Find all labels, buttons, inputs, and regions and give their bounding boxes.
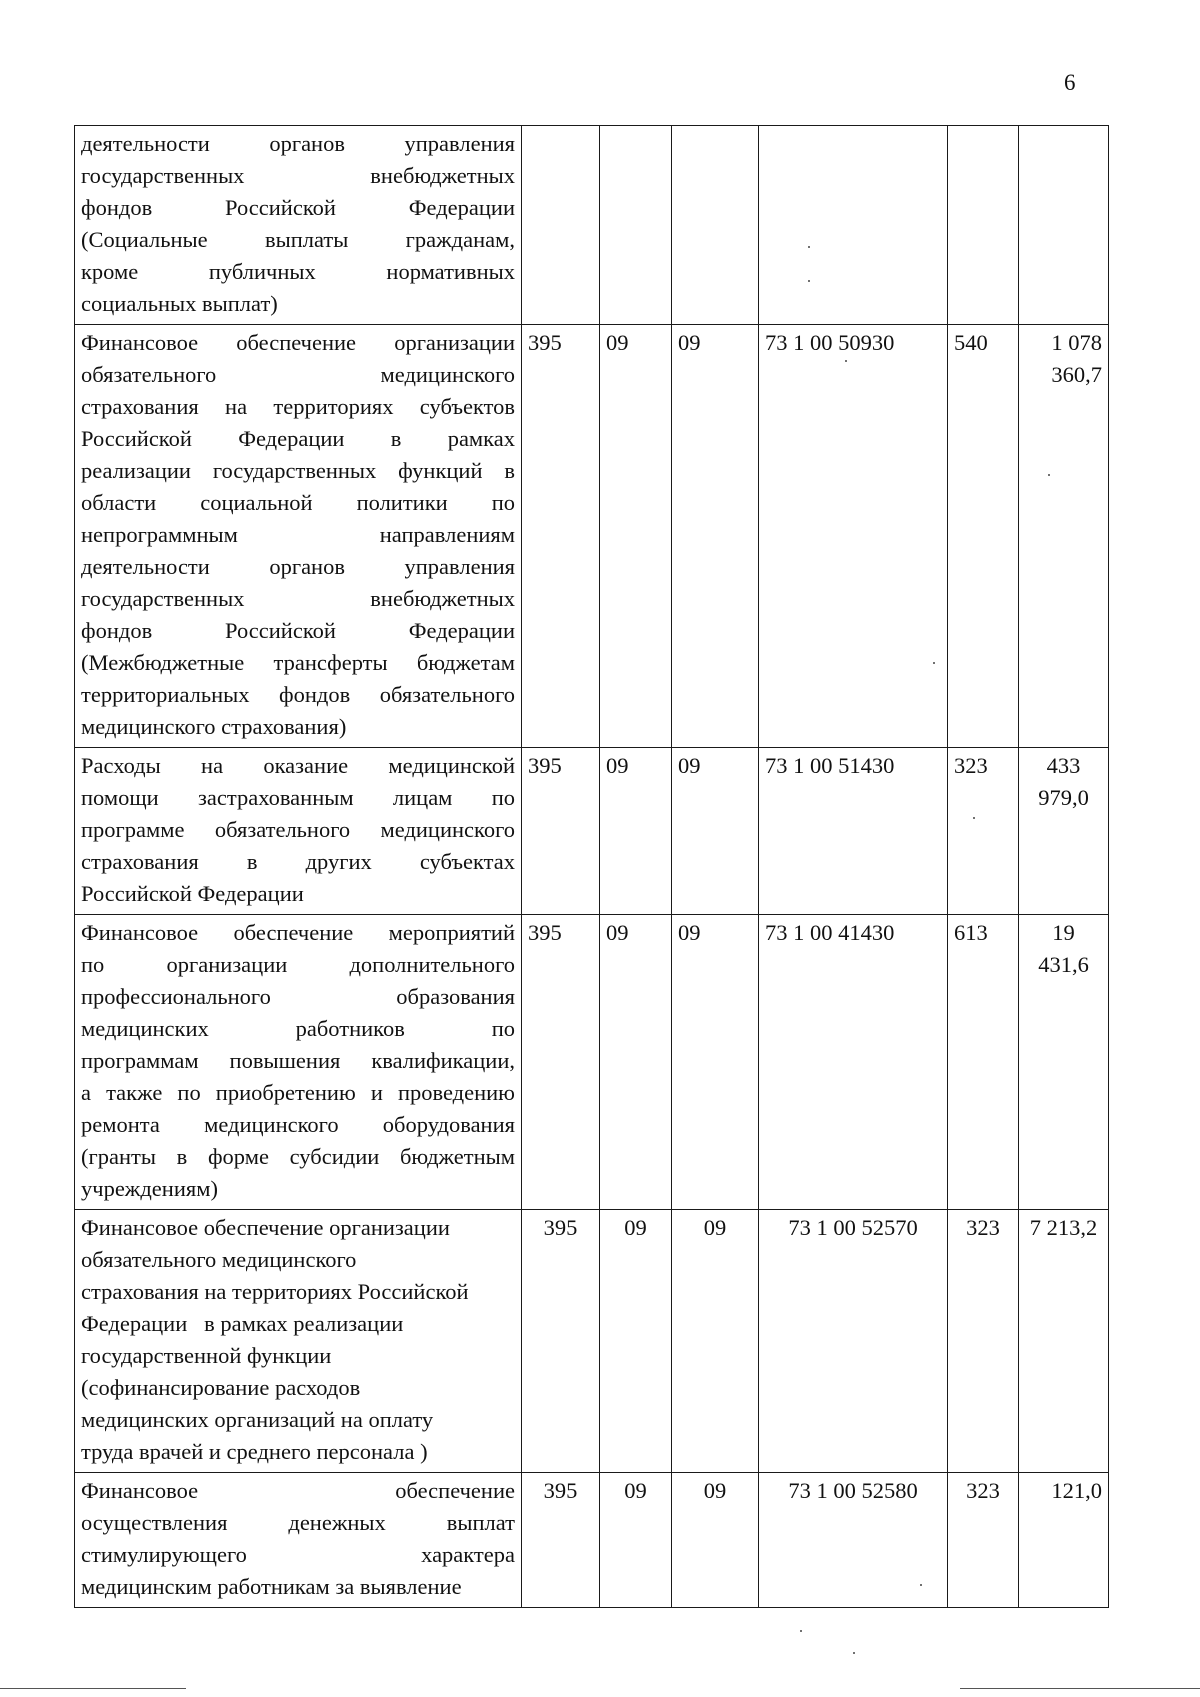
section-code: 09 <box>600 325 672 748</box>
row-description-line: страхования в других субъектах <box>81 849 515 874</box>
subsection-code: 09 <box>672 748 759 915</box>
row-description-line: фондов Российской Федерации <box>81 195 515 220</box>
row-description-line: (Межбюджетные трансферты бюджетам <box>81 650 515 675</box>
amount: 19 431,6 <box>1019 915 1109 1210</box>
row-description-line: (гранты в форме субсидии бюджетным <box>81 1144 515 1169</box>
expense-type-code: 613 <box>948 915 1019 1210</box>
row-description <box>75 915 522 1210</box>
target-article-code: 73 1 00 51430 <box>759 748 948 915</box>
row-description-line: профессионального образования <box>81 984 515 1009</box>
subsection-code: 09 <box>672 325 759 748</box>
row-description <box>75 325 522 748</box>
row-description-line: медицинского страхования) <box>81 714 347 739</box>
row-description-line: стимулирующего характера <box>81 1542 515 1567</box>
target-article-code <box>759 126 948 325</box>
row-description-line: государственных внебюджетных <box>81 586 515 611</box>
row-description-line: программе обязательного медицинского <box>81 817 515 842</box>
subsection-code: 09 <box>672 1473 759 1608</box>
expense-type-code: 540 <box>948 325 1019 748</box>
budget-table <box>74 125 1109 1608</box>
row-description-line: медицинских работников по <box>81 1016 515 1041</box>
expense-type-code: 323 <box>948 1210 1019 1473</box>
amount: 433 979,0 <box>1019 748 1109 915</box>
expense-type-code <box>948 126 1019 325</box>
table-row <box>75 126 1109 325</box>
target-article-code: 73 1 00 41430 <box>759 915 948 1210</box>
amount: 7 213,2 <box>1019 1210 1109 1473</box>
row-description-line: страхования на территориях Российской <box>81 1279 469 1304</box>
row-description-line: а также по приобретению и проведению <box>81 1080 515 1105</box>
table-row <box>75 1473 1109 1608</box>
section-code: 09 <box>600 748 672 915</box>
row-description-line: территориальных фондов обязательного <box>81 682 515 707</box>
row-description <box>75 1473 522 1608</box>
row-description-line: (софинансирование расходов <box>81 1375 361 1400</box>
row-description-line: учреждениям) <box>81 1176 218 1201</box>
row-description-line: области социальной политики по <box>81 490 515 515</box>
row-description-line: Финансовое обеспечение организации <box>81 1215 450 1240</box>
row-description-line: обязательного медицинского <box>81 1247 357 1272</box>
bottom-rule-right <box>960 1688 1200 1689</box>
amount: 1 078 360,7 <box>1019 325 1109 748</box>
row-description-line: медицинских организаций на оплату <box>81 1407 434 1432</box>
row-description-line: (Социальные выплаты гражданам, <box>81 227 515 252</box>
grbs-code: 395 <box>522 325 600 748</box>
target-article-code: 73 1 00 52580 <box>759 1473 948 1608</box>
row-description-line: помощи застрахованным лицам по <box>81 785 515 810</box>
grbs-code: 395 <box>522 1473 600 1608</box>
section-code: 09 <box>600 1210 672 1473</box>
row-description-line: Финансовое обеспечение <box>81 1478 515 1503</box>
row-description-line: реализации государственных функций в <box>81 458 515 483</box>
row-description-line: кроме публичных нормативных <box>81 259 515 284</box>
row-description-line: государственных внебюджетных <box>81 163 515 188</box>
table-row <box>75 915 1109 1210</box>
row-description-line: обязательного медицинского <box>81 362 515 387</box>
row-description-line: Финансовое обеспечение мероприятий <box>81 920 515 945</box>
grbs-code: 395 <box>522 1210 600 1473</box>
row-description <box>75 126 522 325</box>
grbs-code: 395 <box>522 915 600 1210</box>
row-description <box>75 1210 522 1473</box>
bottom-rule-left <box>0 1688 186 1689</box>
row-description <box>75 748 522 915</box>
table-row <box>75 1210 1109 1473</box>
row-description-line: труда врачей и среднего персонала ) <box>81 1439 428 1464</box>
section-code <box>600 126 672 325</box>
table-row <box>75 748 1109 915</box>
row-description-line: программам повышения квалификации, <box>81 1048 515 1073</box>
row-description-line: Федерации в рамках реализации <box>81 1311 404 1336</box>
row-description-line: непрограммным направлениям <box>81 522 515 547</box>
amount: 121,0 <box>1019 1473 1109 1608</box>
grbs-code <box>522 126 600 325</box>
section-code: 09 <box>600 1473 672 1608</box>
expense-type-code: 323 <box>948 1473 1019 1608</box>
row-description-line: ремонта медицинского оборудования <box>81 1112 515 1137</box>
table-row <box>75 325 1109 748</box>
subsection-code <box>672 126 759 325</box>
page-number: 6 <box>1064 70 1076 95</box>
row-description-line: Российской Федерации в рамках <box>81 426 515 451</box>
subsection-code: 09 <box>672 1210 759 1473</box>
row-description-line: медицинским работникам за выявление <box>81 1574 462 1599</box>
row-description-line: Финансовое обеспечение организации <box>81 330 515 355</box>
row-description-line: фондов Российской Федерации <box>81 618 515 643</box>
expense-type-code: 323 <box>948 748 1019 915</box>
subsection-code: 09 <box>672 915 759 1210</box>
grbs-code: 395 <box>522 748 600 915</box>
row-description-line: осуществления денежных выплат <box>81 1510 515 1535</box>
row-description-line: Российской Федерации <box>81 881 304 906</box>
target-article-code: 73 1 00 50930 <box>759 325 948 748</box>
amount <box>1019 126 1109 325</box>
row-description-line: страхования на территориях субъектов <box>81 394 515 419</box>
row-description-line: по организации дополнительного <box>81 952 515 977</box>
row-description-line: социальных выплат) <box>81 291 278 316</box>
row-description-line: деятельности органов управления <box>81 131 515 156</box>
row-description-line: государственной функции <box>81 1343 332 1368</box>
section-code: 09 <box>600 915 672 1210</box>
row-description-line: деятельности органов управления <box>81 554 515 579</box>
row-description-line: Расходы на оказание медицинской <box>81 753 515 778</box>
target-article-code: 73 1 00 52570 <box>759 1210 948 1473</box>
